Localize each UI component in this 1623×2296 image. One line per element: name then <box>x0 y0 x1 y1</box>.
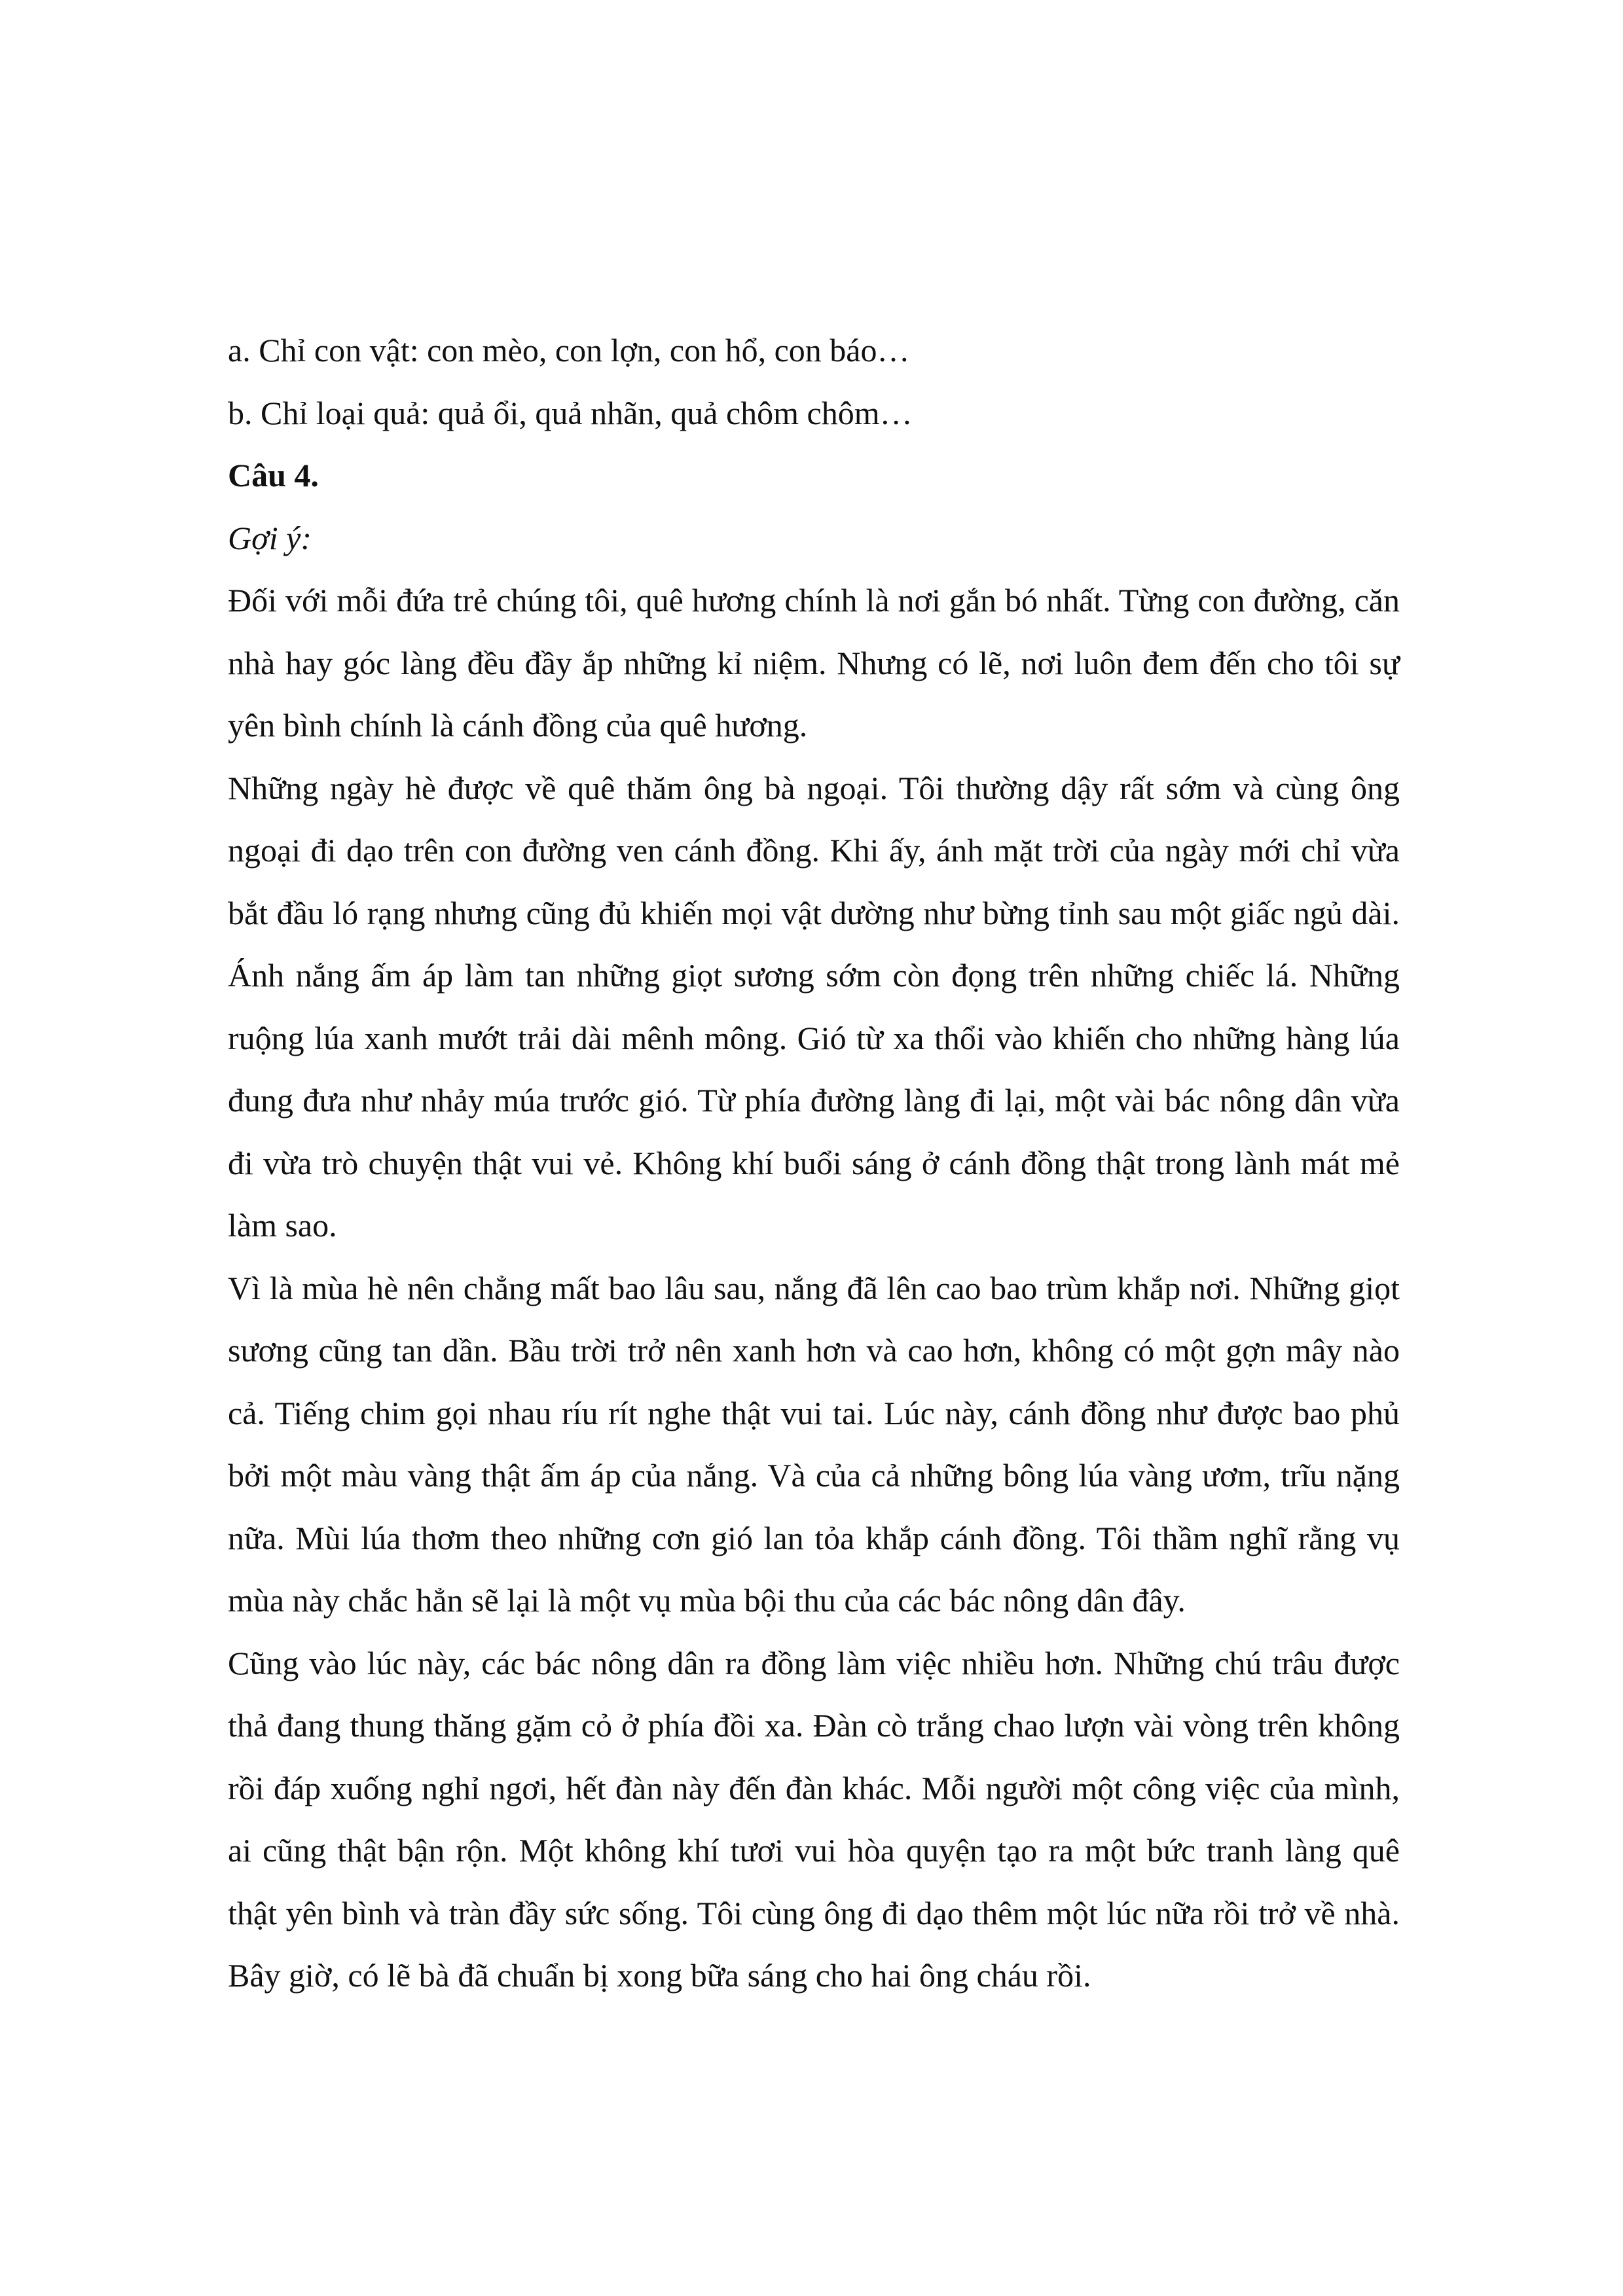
document-page <box>228 319 1400 2007</box>
essay-paragraph: Vì là mùa hè nên chẳng mất bao lâu sau, nắng đã lên cao bao trùm khắp nơi. Những giọt sương cũng tan dần. Bầu trời trở nên xanh hơn và cao hơn, không có một gợn mây nào cả. Tiếng chim gọi nhau ríu rít nghe thật vui tai. Lúc này, cánh đồng như được bao phủ bởi một màu vàng thật ấm áp của nắng. Và của cả những bông lúa vàng ươm, trĩu nặng nữa. Mùi lúa thơm theo những cơn gió lan tỏa khắp cánh đồng. Tôi thầm nghĩ rằng vụ mùa này chắc hẳn sẽ lại là một vụ mùa bội thu của các bác nông dân đây. <box>228 1269 1400 1619</box>
hint-label: Gợi ý: <box>228 519 312 556</box>
essay-paragraph: Những ngày hè được về quê thăm ông bà ngoại. Tôi thường dậy rất sớm và cùng ông ngoại đi dạo trên con đường ven cánh đồng. Khi ấy, ánh mặt trời của ngày mới chỉ vừa bắt đầu ló rạng nhưng cũng đủ khiến mọi vật dường như bừng tỉnh sau một giấc ngủ dài. Ánh nắng ấm áp làm tan những giọt sương sớm còn đọng trên những chiếc lá. Những ruộng lúa xanh mướt trải dài mênh mông. Gió từ xa thổi vào khiến cho những hàng lúa đung đưa như nhảy múa trước gió. Từ phía đường làng đi lại, một vài bác nông dân vừa đi vừa trò chuyện thật vui vẻ. Không khí buổi sáng ở cánh đồng thật trong lành mát mẻ làm sao. <box>228 769 1400 1244</box>
essay-paragraph: Cũng vào lúc này, các bác nông dân ra đồng làm việc nhiều hơn. Những chú trâu được thả đang thung thăng gặm cỏ ở phía đồi xa. Đàn cò trắng chao lượn vài vòng trên không rồi đáp xuống nghỉ ngơi, hết đàn này đến đàn khác. Mỗi người một công việc của mình, ai cũng thật bận rộn. Một không khí tươi vui hòa quyện tạo ra một bức tranh làng quê thật yên bình và tràn đầy sức sống. Tôi cùng ông đi dạo thêm một lúc nữa rồi trở về nhà. Bây giờ, có lẽ bà đã chuẩn bị xong bữa sáng cho hai ông cháu rồi. <box>228 1644 1400 1994</box>
essay-paragraph: Đối với mỗi đứa trẻ chúng tôi, quê hương chính là nơi gắn bó nhất. Từng con đường, căn nhà hay góc làng đều đầy ắp những kỉ niệm. Nhưng có lẽ, nơi luôn đem đến cho tôi sự yên bình chính là cánh đồng của quê hương. <box>228 582 1400 744</box>
question-title: Câu 4. <box>228 457 319 493</box>
answer-a: a. Chỉ con vật: con mèo, con lợn, con hổ, con báo… <box>228 332 910 368</box>
answer-b: b. Chỉ loại quả: quả ổi, quả nhãn, quả chôm chôm… <box>228 394 913 431</box>
